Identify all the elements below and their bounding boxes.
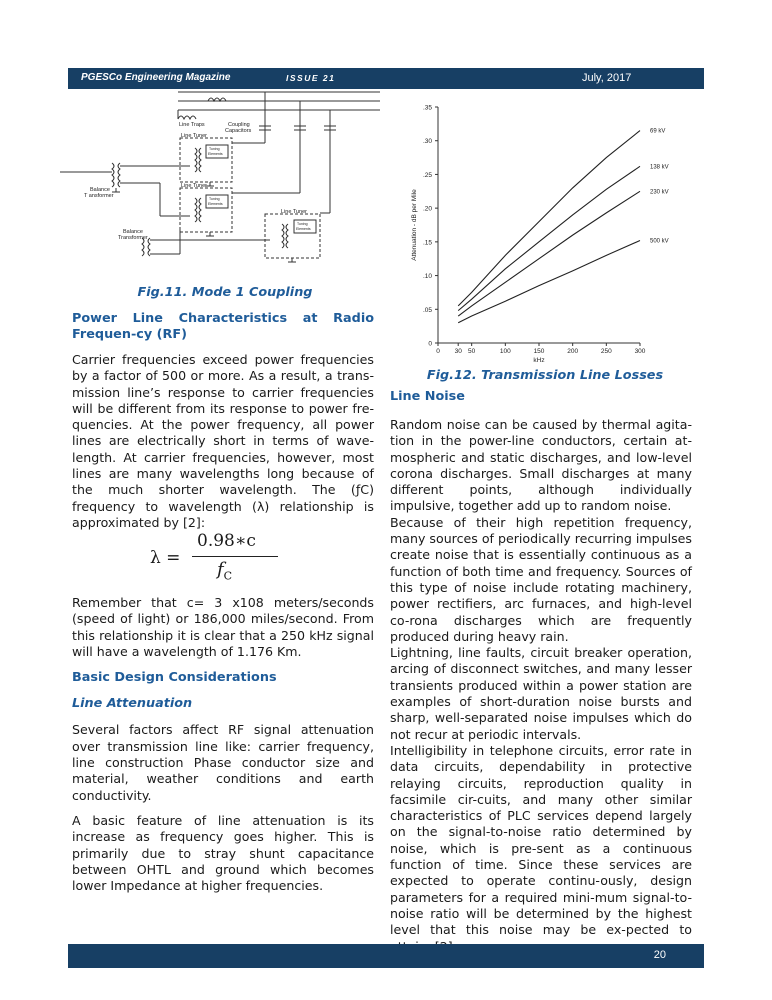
transformer-bottom-label: Transformer	[118, 235, 148, 241]
x-tick-label: 50	[468, 348, 476, 355]
paragraph-attenuation-1: Several factors affect RF signal attenuation over transmission line like: carrier frequency, line construction Phase conductor size and material, weather conditions and earth conductivity.	[72, 722, 374, 803]
y-tick-label: .30	[422, 138, 432, 146]
paragraph-remember: Remember that c= 3 x108 meters/seconds (speed of light) or 186,000 miles/second. From this relationship it is clear that a 250 kHz signal will have a wavelength of 1.176 Km.	[72, 595, 374, 659]
formula-sub-c: C	[223, 569, 233, 583]
series-line-69-kv	[458, 131, 640, 306]
series-label: 138 kV	[650, 164, 669, 171]
issue-label: ISSUE 21	[286, 73, 336, 83]
page-number: 20	[653, 949, 666, 961]
balance-bottom-label: Balance	[123, 229, 143, 235]
tuning-label: Tuning	[209, 197, 220, 201]
page-header	[68, 68, 704, 89]
subsection-heading-attenuation: Line Attenuation	[72, 696, 193, 712]
fraction-bar	[192, 556, 278, 557]
fig11-caption: Fig.11. Mode 1 Coupling	[137, 285, 313, 300]
paragraph-rf: Carrier frequencies exceed power frequencies by a factor of 500 or more. As a result, a trans-mission line’s response to carrier frequencies will be different from its response to power fre-quencies. At the power frequency, all power lines are electrically short in terms of wave-length. At carrier frequencies, however, most lines are many wavelengths long because of the much shorter wavelength. The (ƒC) frequency to wavelength (λ) relationship is approximated by [2]:	[72, 352, 374, 530]
paragraph-attenuation-2: A basic feature of line attenuation is its increase as frequency goes higher. This is primarily due to stray shunt capacitance between OHTL and ground which becomes lower Impedance at higher frequencies.	[72, 812, 374, 894]
elements-label: Elements	[296, 227, 311, 231]
y-tick-label: .15	[422, 239, 432, 247]
fig11-diagram	[60, 88, 400, 278]
paragraph-noise-3: Lightning, line faults, circuit breaker operation, arcing of disconnect switches, and many lesser transients produced within a power station are examples of short-duration noise bursts and sharp, well-separated noise impulses which do not recur at periodic intervals.	[390, 645, 692, 742]
y-tick-label: 0	[428, 340, 432, 348]
paragraph-noise-1: Random noise can be caused by thermal agita-tion in the power-line conductors, certain at-mospheric and static discharges, and low-level corona discharges. Small discharges at many different points, although individually impulsive, together add up to random noise.	[390, 417, 692, 514]
section-heading-noise: Line Noise	[390, 389, 465, 404]
series-line-138-kv	[458, 166, 640, 310]
issue-date: July, 2017	[582, 72, 632, 84]
formula-numerator: 0.98∗c	[197, 531, 256, 551]
y-tick-label: .05	[422, 306, 432, 314]
wavelength-formula	[150, 531, 285, 583]
series-label: 500 kV	[650, 238, 669, 245]
transformer-left-label: T ansformer	[84, 193, 114, 199]
line-tuner-2-label: Line Tuner	[181, 183, 207, 189]
tuning-label: Tuning	[297, 222, 308, 226]
series-line-230-kv	[458, 191, 640, 316]
y-tick-label: .35	[422, 104, 432, 112]
balance-left-label: Balance	[90, 187, 110, 193]
elements-label: Elements	[208, 152, 223, 156]
section-heading-rf: Power Line Characteristics at Radio Frequen-cy (RF)	[72, 311, 374, 342]
x-tick-label: 150	[533, 348, 545, 355]
left-column-lower	[72, 595, 374, 894]
x-tick-label: 300	[634, 348, 646, 355]
attenuation-chart	[400, 95, 690, 365]
elements-label: Elements	[208, 202, 223, 206]
series-label: 69 kV	[650, 128, 666, 135]
section-heading-basic: Basic Design Considerations	[72, 670, 277, 686]
x-tick-label: 200	[567, 348, 579, 355]
tuning-label: Tuning	[209, 147, 220, 151]
line-tuner-3-label: Line Tuner	[281, 209, 307, 215]
line-traps-label: Line Traps	[179, 122, 205, 128]
paragraph-noise-4: Intelligibility in telephone circuits, error rate in data circuits, dependability in protective relaying circuits, reproduction quality in facsimile cir-cuits, and many other similar characteristics of PLC services depend largely on the signal-to-noise ratio determined by noise, which is pre-sent as a continuous function of time. Since these services are expected to operate continu-ously, design parameters for a required mini-mum signal-to-noise ratio will be determined by the highest level that this noise may be ex-pected to	[390, 742, 692, 938]
y-tick-label: .20	[422, 205, 432, 213]
line-tuner-1-label: Line Tuner	[181, 133, 207, 139]
formula-lhs: λ =	[150, 548, 181, 568]
y-tick-label: .25	[422, 171, 432, 179]
capacitors-label: Capacitors	[225, 128, 252, 134]
coupling-label: Coupling	[228, 122, 250, 128]
x-tick-label: 0	[436, 348, 440, 355]
x-axis-label: kHz	[533, 357, 545, 364]
x-tick-label: 250	[600, 348, 612, 355]
x-tick-label: 30	[454, 348, 462, 355]
x-tick-label: 100	[499, 348, 511, 355]
paragraph-noise-2: Because of their high repetition frequency, many sources of periodically recurring impulses create noise that is essentially continuous as a function of both time and frequency. Sources of this type of noise include rotating machinery, power rectifiers, arc furnaces, and high-level co-rona discharges which are frequently produced during heavy rain.	[390, 514, 692, 644]
formula-f: f	[217, 559, 224, 580]
fig12-caption: Fig.12. Transmission Line Losses	[426, 368, 664, 383]
left-column	[72, 311, 374, 531]
page-footer	[68, 944, 704, 968]
magazine-title: PGESCo Engineering Magazine	[81, 72, 231, 83]
formula-denominator	[217, 559, 232, 583]
y-tick-label: .10	[422, 273, 432, 281]
series-label: 230 kV	[650, 189, 669, 196]
right-column	[390, 389, 692, 955]
y-axis-label: Attenuation - dB per Mile	[411, 189, 418, 261]
series-line-500-kv	[458, 241, 640, 323]
